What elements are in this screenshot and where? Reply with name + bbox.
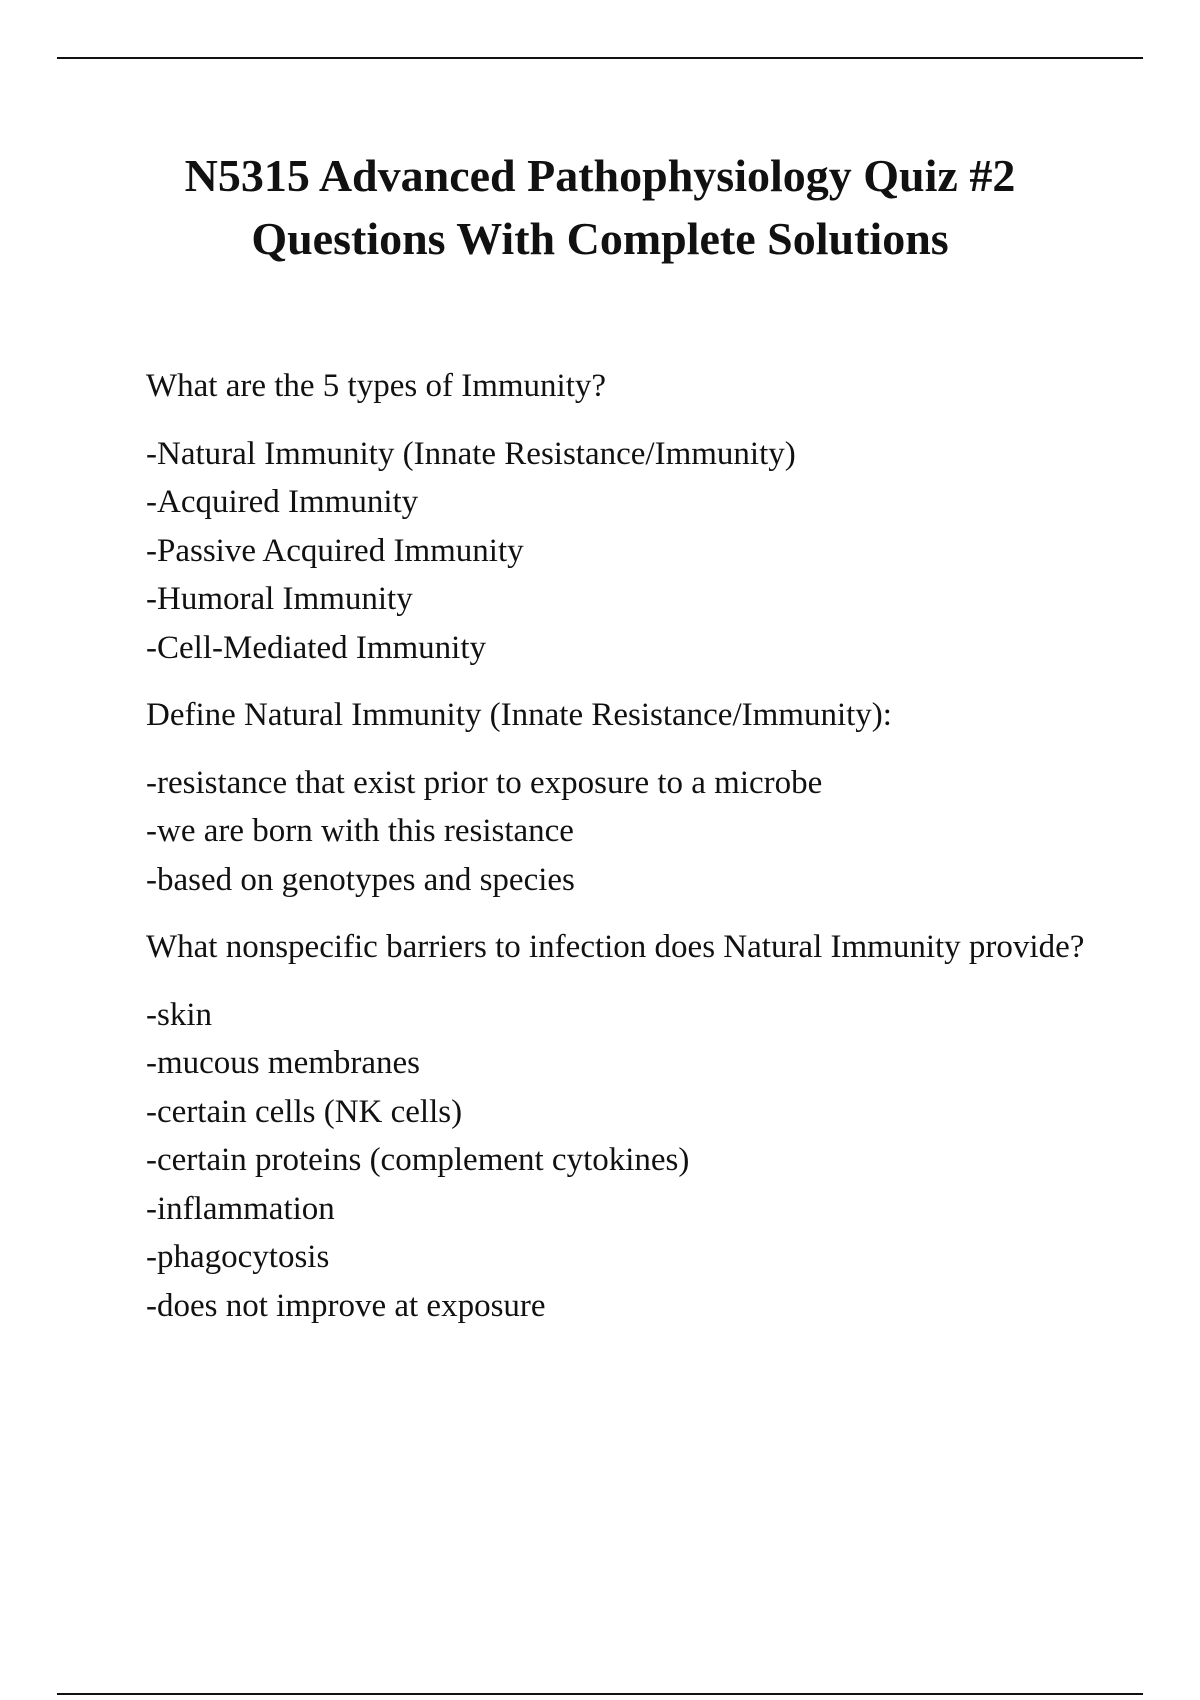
title-line-2: Questions With Complete Solutions (251, 213, 949, 264)
answer-item: -does not improve at exposure (146, 1287, 546, 1324)
answer-list-1 (146, 430, 1086, 673)
answer-item: -we are born with this resistance (146, 813, 574, 849)
bottom-rule (57, 1693, 1143, 1695)
question-3: What nonspecific barriers to infection does Natural Immunity provide? (146, 929, 1085, 965)
answer-item: -certain cells (NK cells) (146, 1093, 463, 1130)
answer-list-3 (146, 991, 1086, 1331)
answer-item: -Humoral Immunity (146, 581, 413, 617)
answer-item: -Acquired Immunity (146, 484, 419, 520)
question-1: What are the 5 types of Immunity? (146, 368, 607, 404)
answer-item: -Cell-Mediated Immunity (146, 629, 487, 666)
qa-block-3 (146, 923, 1086, 1330)
top-rule (57, 57, 1143, 59)
qa-block-2 (146, 691, 1086, 904)
qa-block-1 (146, 362, 1086, 672)
document-title (0, 144, 1200, 270)
answer-item: -inflammation (146, 1190, 335, 1227)
answer-item: -phagocytosis (146, 1239, 330, 1275)
answer-list-2 (146, 759, 1086, 905)
answer-item: -mucous membranes (146, 1045, 421, 1081)
answer-item: -resistance that exist prior to exposure to a microbe (146, 764, 823, 801)
document-body (146, 362, 1086, 1349)
question-2: Define Natural Immunity (Innate Resistance/Immunity): (146, 697, 892, 733)
answer-item: -based on genotypes and species (146, 861, 575, 898)
answer-item: -skin (146, 996, 212, 1033)
answer-item: -Passive Acquired Immunity (146, 532, 524, 569)
answer-item: -certain proteins (complement cytokines) (146, 1142, 690, 1178)
title-line-1: N5315 Advanced Pathophysiology Quiz #2 (184, 150, 1016, 201)
answer-item: -Natural Immunity (Innate Resistance/Immunity) (146, 435, 796, 472)
